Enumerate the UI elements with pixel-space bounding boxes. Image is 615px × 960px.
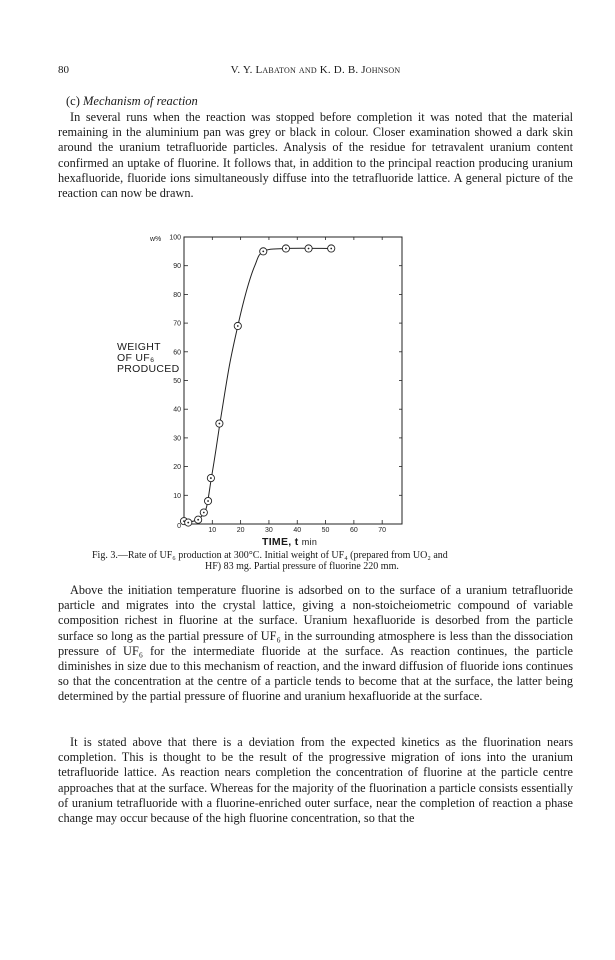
x-axis-label [262,536,317,548]
figure-caption [92,550,552,572]
y-tick-label: 70 [173,320,181,328]
y-axis-label-line: OF UF₆ [117,352,155,364]
paragraph-1 [58,110,573,201]
data-point-dot [285,248,287,250]
section-title: Mechanism of reaction [83,94,198,108]
paragraph-text: Above the initiation temperature fluorine is adsorbed on to the surface of a uranium tetrafluoride particle and migrates into the crystal lattice, giving a non-stoicheiometric compound of variable composition richest in fluorine at the surface. Uranium hexafluoride is desorbed from the particle surface so long as the partial pressure of UF₆ in the surrounding atmosphere is less than the dissociation pressure of UF₆ for the intermediate fluoride at the surface. As reaction continues, the particle diminishes in size due to this mechanism of reaction, and the inward diffusion of fluoride ions continues so that the concentration at the centre of a particle tends to become that at the surface, the latter being determined by the partial pressure of fluorine and uranium hexafluoride at the surface. [58,583,573,704]
x-tick-label: 10 [208,527,217,534]
y-axis-corner-label: w% [150,236,162,243]
y-axis-label [117,342,180,375]
y-tick-label: 100 [169,234,181,242]
x-tick-label: 20 [236,527,245,534]
origin-label: 0 [177,523,181,530]
data-point-dot [187,522,189,524]
data-point-dot [203,512,205,514]
x-tick-label: 40 [293,527,302,534]
x-tick-label: 30 [265,527,273,534]
caption-line-2: HF) 83 mg. Partial pressure of fluorine 220 mm. [205,561,399,572]
y-tick-label: 80 [173,291,181,299]
data-point-dot [262,250,264,252]
x-tick-label: 70 [378,527,387,534]
data-point-dot [308,248,310,250]
data-point-dot [218,423,220,425]
data-point-dot [207,500,209,502]
page-number: 80 [58,64,69,76]
x-axis-label-text: TIME, t [262,536,299,548]
data-point-dot [330,248,332,250]
figure-3 [0,228,615,578]
y-tick-label: 40 [173,406,181,414]
paragraph-2 [58,583,573,705]
x-tick-label: 60 [349,527,358,534]
y-axis-label-line: PRODUCED [117,363,180,375]
y-tick-label: 90 [173,263,181,271]
section-heading [66,94,198,109]
y-tick-label: 10 [173,492,181,500]
paragraph-3 [58,735,573,826]
data-point-dot [197,519,199,521]
y-tick-label: 50 [173,378,181,385]
y-tick-label: 60 [173,349,181,357]
y-axis-label-line: WEIGHT [117,341,161,353]
data-point-dot [210,477,212,479]
plot-frame [184,237,402,524]
section-number: (c) [66,94,80,108]
running-head: V. Y. Labaton and K. D. B. Johnson [230,64,401,76]
page-header [58,64,573,80]
y-tick-label: 20 [173,464,181,472]
caption-line-1: Fig. 3.—Rate of UF₆ production at 300°C. Initial weight of UF₄ (prepared from UO₂ and [92,550,448,561]
paragraph-text: It is stated above that there is a deviation from the expected kinetics as the fluorination nears completion. This is thought to be the result of the progressive migration of ions into the uranium tetrafluoride lattice. As reaction nears completion the concentration of fluorine at the particle centre approaches that at the surface. Whereas for the majority of the fluorination a particle consists essentially of uranium tetrafluoride with a fluorine-enriched outer surface, near the completion of reaction a phase change may occur because of the high fluorine concentration, so that the [58,735,573,826]
fitted-curve [184,248,331,522]
uf6-production-chart [0,228,615,548]
data-point-dot [237,325,239,327]
y-tick-label: 30 [173,435,181,443]
x-tick-label: 50 [321,527,330,534]
x-axis-unit: min [301,537,318,547]
paragraph-text: In several runs when the reaction was stopped before completion it was noted that the material remaining in the aluminium pan was grey or black in colour. Closer examination showed a dark skin around the uranium tetrafluoride particles. Analysis of the residue for tetravalent uranium content confirmed an uptake of fluorine. It follows that, in addition to the principal reaction producing uranium hexafluoride, fluoride ions simultaneously diffuse into the tetrafluoride lattice. A general picture of the reaction can now be drawn. [58,110,573,201]
